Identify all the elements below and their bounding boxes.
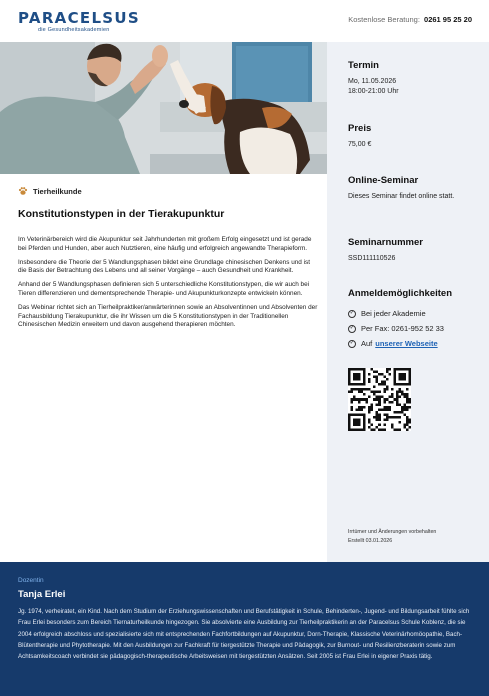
description-paragraph: Das Webinar richtet sich an Tierheilpraktiker/anwärterinnen sowie an Absolventinnen und Absolventen der Fachausbildung Tierakupunktur, die ihr Wissen um die 5 Konstitutionstypen in der Traditionellen Chinesischen Medizin erweitern und davon ausgehend therapieren möchten. xyxy=(18,303,318,329)
list-item xyxy=(348,321,480,336)
website-link[interactable]: unserer Webseite xyxy=(375,339,438,348)
preis-value: 75,00 € xyxy=(348,141,372,148)
description-paragraph: Anhand der 5 Wandlungsphasen definieren sich 5 unterschiedliche Konstitutionstypen, die wir auch bei Tieren differenzieren und dementsprechende Therapie- und Akupunkturkonzepte entwickeln können. xyxy=(18,281,310,297)
anmeldung-heading: Anmeldemöglichkeiten xyxy=(348,288,452,299)
qr-code[interactable] xyxy=(348,368,411,431)
termin-details xyxy=(348,77,480,97)
instructor-bio: Jg. 1974, verheiratet, ein Kind. Nach dem Studium der Erziehungswissenschaften und Berufstätigkeit in Schule, Behinderten-, Jugend- und Bildungsarbeit fühlte sich Frau Erlei besonders zum Bereich Tiernaturheilkunde hingezogen. Sie absolvierte eine Ausbildung zur Tierheilpraktikerin an der Paracelsus Schule Koblenz, die sie 2004 erfolgreich abschloss und spezialisierte sich mit entsprechenden Fachfortbildungen auf Akupunktur, Dorn-Therapie, Klassische Veterinärhomöopathie, Bach-Blütentherapie und Phytotherapie. Mit den Ausbildungen zur Fachkraft für tiergestützte Therapie und Pädagogik, zur Burnout- und Resilienzberaterin sowie zum Achtsamkeitscoach verbindet sie pädagogisch-therapeutische Arbeitsweisen mit tiergestützten Ansätzen. Seit 2005 ist Frau Erlei in eigener Praxis tätig. xyxy=(18,608,470,661)
vet-with-beagle-illustration xyxy=(0,42,327,174)
check-circle-icon: ✓ xyxy=(349,309,355,316)
check-circle-icon: ✓ xyxy=(349,324,355,331)
anmeldung-item-akademie: Bei jeder Akademie xyxy=(361,309,426,318)
event-info-sidebar xyxy=(327,42,489,562)
contact-info xyxy=(348,15,472,24)
paracelsus-logo[interactable] xyxy=(18,9,140,33)
logo-wordmark: PARACELSUS xyxy=(18,9,140,27)
contact-label: Kostenlose Beratung: xyxy=(348,15,420,24)
disclaimer-line: Irrtümer und Änderungen vorbehalten xyxy=(348,529,437,535)
anmeldung-list xyxy=(348,306,480,351)
anmeldung-item-web-prefix: Auf xyxy=(361,339,373,348)
category-text: Tierheilkunde xyxy=(33,186,82,196)
instructor-label: Dozentin xyxy=(18,577,44,584)
instructor-footer xyxy=(0,562,489,696)
description-paragraph: Insbesondere die Theorie der 5 Wandlungsphasen bildet eine Grundlage chinesischen Denkens und ist die Basis der Betrachtung des Lebens und all seiner Vorgänge – auch Gesundheit und Krankheit. xyxy=(18,258,311,275)
termin-section xyxy=(348,60,480,97)
seminarnummer-section xyxy=(348,237,480,264)
category-label xyxy=(18,186,318,196)
anmeldung-item-fax: Per Fax: 0261-952 52 33 xyxy=(361,324,444,333)
termin-heading: Termin xyxy=(348,60,379,71)
seminarnummer-value: SSD111110526 xyxy=(348,255,396,262)
description xyxy=(18,236,318,330)
online-seminar-heading: Online-Seminar xyxy=(348,175,419,186)
logo-subtitle: die Gesundheitsakademien xyxy=(38,27,110,33)
instructor-name: Tanja Erlei xyxy=(18,589,66,600)
preis-section xyxy=(348,123,480,150)
created-date: Erstellt 03.01.2026 xyxy=(348,537,393,544)
termin-date: Mo, 11.05.2026 xyxy=(348,78,397,85)
paw-icon xyxy=(18,186,28,196)
list-item xyxy=(348,306,480,321)
anmeldung-section xyxy=(348,288,480,351)
termin-time: 18:00-21:00 Uhr xyxy=(348,88,399,95)
preis-heading: Preis xyxy=(348,123,372,134)
page-title: Konstitutionstypen in der Tierakupunktur xyxy=(18,208,225,220)
main-content xyxy=(18,186,318,335)
page-header xyxy=(0,0,489,42)
seminarnummer-heading: Seminarnummer xyxy=(348,237,423,248)
list-item xyxy=(348,336,480,351)
online-seminar-section xyxy=(348,175,480,202)
description-paragraph: Im Veterinärbereich wird die Akupunktur seit Jahrhunderten mit großem Erfolg eingesetzt und ist gerade bei Pferden und Hunden, aber auch Nutztieren, eine häufig und erfolgreich angewandte Therapieform. xyxy=(18,236,312,252)
contact-phone[interactable]: 0261 95 25 20 xyxy=(424,15,472,24)
online-seminar-text: Dieses Seminar findet online statt. xyxy=(348,193,455,200)
check-circle-icon: ✓ xyxy=(349,339,355,346)
hero-image xyxy=(0,42,327,174)
disclaimer-note xyxy=(348,528,436,545)
